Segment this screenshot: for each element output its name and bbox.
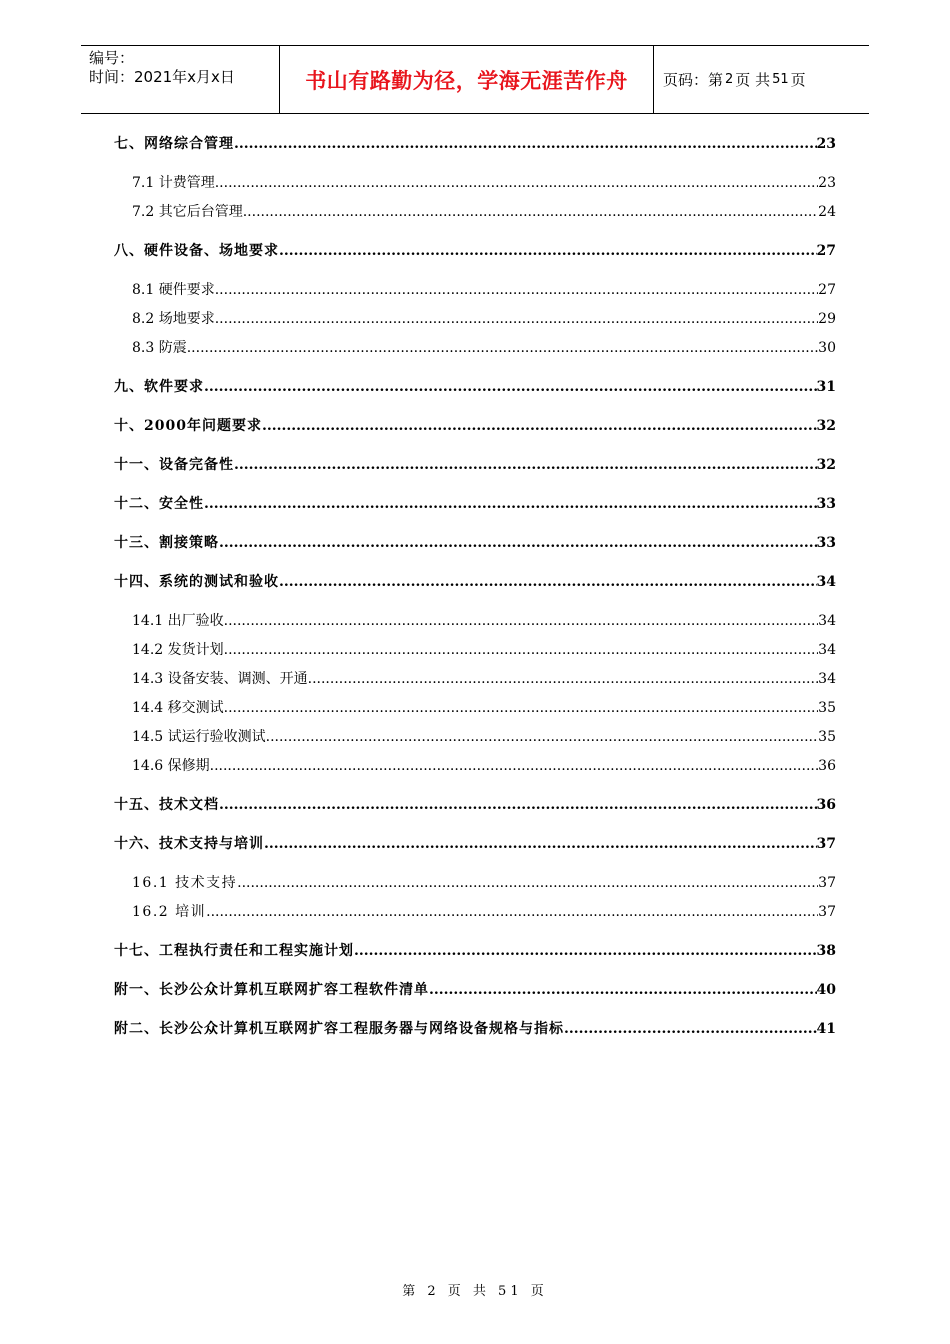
toc-entry-title: 8.1 硬件要求 [132,282,215,298]
toc-leader-dots [215,305,818,334]
page-number: 2 [725,72,734,87]
toc-entry-page: 30 [818,340,836,356]
toc-entry-page: 38 [816,943,836,959]
toc-entry-title: 14.4 移交测试 [132,700,224,716]
page-suffix: 页 [790,71,806,89]
toc-leader-dots [219,529,817,558]
toc-entry-page: 35 [818,729,836,745]
toc-leader-dots [354,937,817,966]
toc-entry-title: 8.3 防震 [132,340,187,356]
toc-entry-page: 34 [818,642,836,658]
serial-label: 编号： [89,49,135,67]
toc-leader-dots [234,130,817,159]
toc-leader-dots [215,169,818,198]
toc-entry-page: 36 [818,758,836,774]
toc-leader-dots [262,412,817,441]
toc-leader-dots [279,568,817,597]
toc-leader-dots [224,607,819,636]
toc-entry-title: 7.1 计费管理 [132,175,215,191]
toc-entry[interactable] [114,276,836,305]
header-meta [81,46,280,113]
toc-entry-title: 十、2000年问题要求 [114,418,262,434]
toc-leader-dots [187,334,818,363]
toc-entry-title: 16.2 培训 [132,904,207,920]
toc-entry-page: 31 [816,379,836,395]
toc-entry[interactable] [114,130,836,159]
toc-leader-dots [266,723,819,752]
toc-entry-page: 27 [818,282,836,298]
toc-entry-title: 七、网络综合管理 [114,136,234,152]
header-page-info [654,46,869,113]
toc-entry[interactable] [114,412,836,441]
toc-entry-page: 33 [816,535,836,551]
toc-entry-page: 34 [816,574,836,590]
toc-leader-dots [237,869,818,898]
toc-leader-dots [234,451,817,480]
toc-entry[interactable] [114,636,836,665]
toc-leader-dots [204,373,817,402]
table-of-contents [114,130,836,1044]
toc-entry[interactable] [114,334,836,363]
toc-entry[interactable] [114,490,836,519]
toc-entry[interactable] [114,937,836,966]
toc-entry[interactable] [114,451,836,480]
toc-entry[interactable] [114,607,836,636]
toc-entry-page: 35 [818,700,836,716]
toc-entry[interactable] [114,752,836,781]
toc-entry-page: 33 [816,496,836,512]
toc-entry[interactable] [114,169,836,198]
toc-entry-title: 14.6 保修期 [132,758,210,774]
toc-entry-page: 32 [816,418,836,434]
toc-entry-page: 41 [816,1021,836,1037]
toc-leader-dots [219,791,817,820]
toc-entry[interactable] [114,529,836,558]
toc-entry-page: 36 [816,797,836,813]
toc-entry[interactable] [114,568,836,597]
header-motto: 书山有路勤为径，学海无涯苦作舟 [280,46,654,113]
toc-entry[interactable] [114,976,836,1005]
toc-leader-dots [206,898,818,927]
toc-entry-title: 8.2 场地要求 [132,311,215,327]
toc-entry[interactable] [114,723,836,752]
toc-entry-title: 7.2 其它后台管理 [132,204,243,220]
toc-entry-title: 14.3 设备安装、调测、开通 [132,671,308,687]
toc-entry[interactable] [114,694,836,723]
toc-leader-dots [215,276,818,305]
toc-entry-title: 14.2 发货计划 [132,642,224,658]
toc-entry-page: 24 [818,204,836,220]
toc-entry[interactable] [114,791,836,820]
toc-entry-title: 十二、安全性 [114,496,204,512]
toc-leader-dots [429,976,817,1005]
toc-entry-page: 23 [816,136,836,152]
toc-entry-title: 十六、技术支持与培训 [114,836,264,852]
toc-entry-title: 十五、技术文档 [114,797,219,813]
toc-entry-title: 十七、工程执行责任和工程实施计划 [114,943,354,959]
toc-entry-page: 34 [818,613,836,629]
page-total: 51 [772,72,789,87]
page-footer: 第 2 页 共 51 页 [402,1284,548,1299]
toc-entry-title: 附二、长沙公众计算机互联网扩容工程服务器与网络设备规格与指标 [114,1021,564,1037]
toc-entry-title: 14.5 试运行验收测试 [132,729,266,745]
toc-entry-title: 16.1 技术支持 [132,875,238,891]
toc-entry-title: 十四、系统的测试和验收 [114,574,279,590]
toc-leader-dots [279,237,817,266]
toc-entry[interactable] [114,830,836,859]
toc-entry-page: 27 [816,243,836,259]
toc-entry-title: 九、软件要求 [114,379,204,395]
toc-entry-page: 40 [816,982,836,998]
page-header [81,45,869,114]
toc-entry-title: 附一、长沙公众计算机互联网扩容工程软件清单 [114,982,429,998]
toc-entry-page: 23 [818,175,836,191]
toc-entry-page: 37 [818,875,836,891]
toc-entry-page: 37 [816,836,836,852]
toc-entry-title: 十一、设备完备性 [114,457,234,473]
toc-entry-title: 八、硬件设备、场地要求 [114,243,279,259]
toc-leader-dots [224,694,819,723]
toc-leader-dots [564,1015,817,1044]
toc-leader-dots [264,830,817,859]
toc-leader-dots [210,752,819,781]
page-mid: 页 共 [735,71,771,89]
toc-entry[interactable] [114,869,836,898]
toc-entry[interactable] [114,898,836,927]
toc-entry-page: 32 [816,457,836,473]
toc-leader-dots [308,665,819,694]
page-prefix: 页码：第 [663,71,724,89]
toc-entry-page: 37 [818,904,836,920]
toc-entry[interactable] [114,373,836,402]
toc-entry-title: 14.1 出厂验收 [132,613,224,629]
toc-entry-page: 34 [818,671,836,687]
toc-entry[interactable] [114,237,836,266]
toc-leader-dots [243,198,818,227]
toc-entry[interactable] [114,1015,836,1044]
toc-entry-page: 29 [818,311,836,327]
toc-leader-dots [204,490,817,519]
toc-entry[interactable] [114,198,836,227]
toc-leader-dots [224,636,819,665]
toc-entry[interactable] [114,665,836,694]
toc-entry-title: 十三、割接策略 [114,535,219,551]
toc-entry[interactable] [114,305,836,334]
date-label: 时间：2021年x月x日 [89,68,235,86]
